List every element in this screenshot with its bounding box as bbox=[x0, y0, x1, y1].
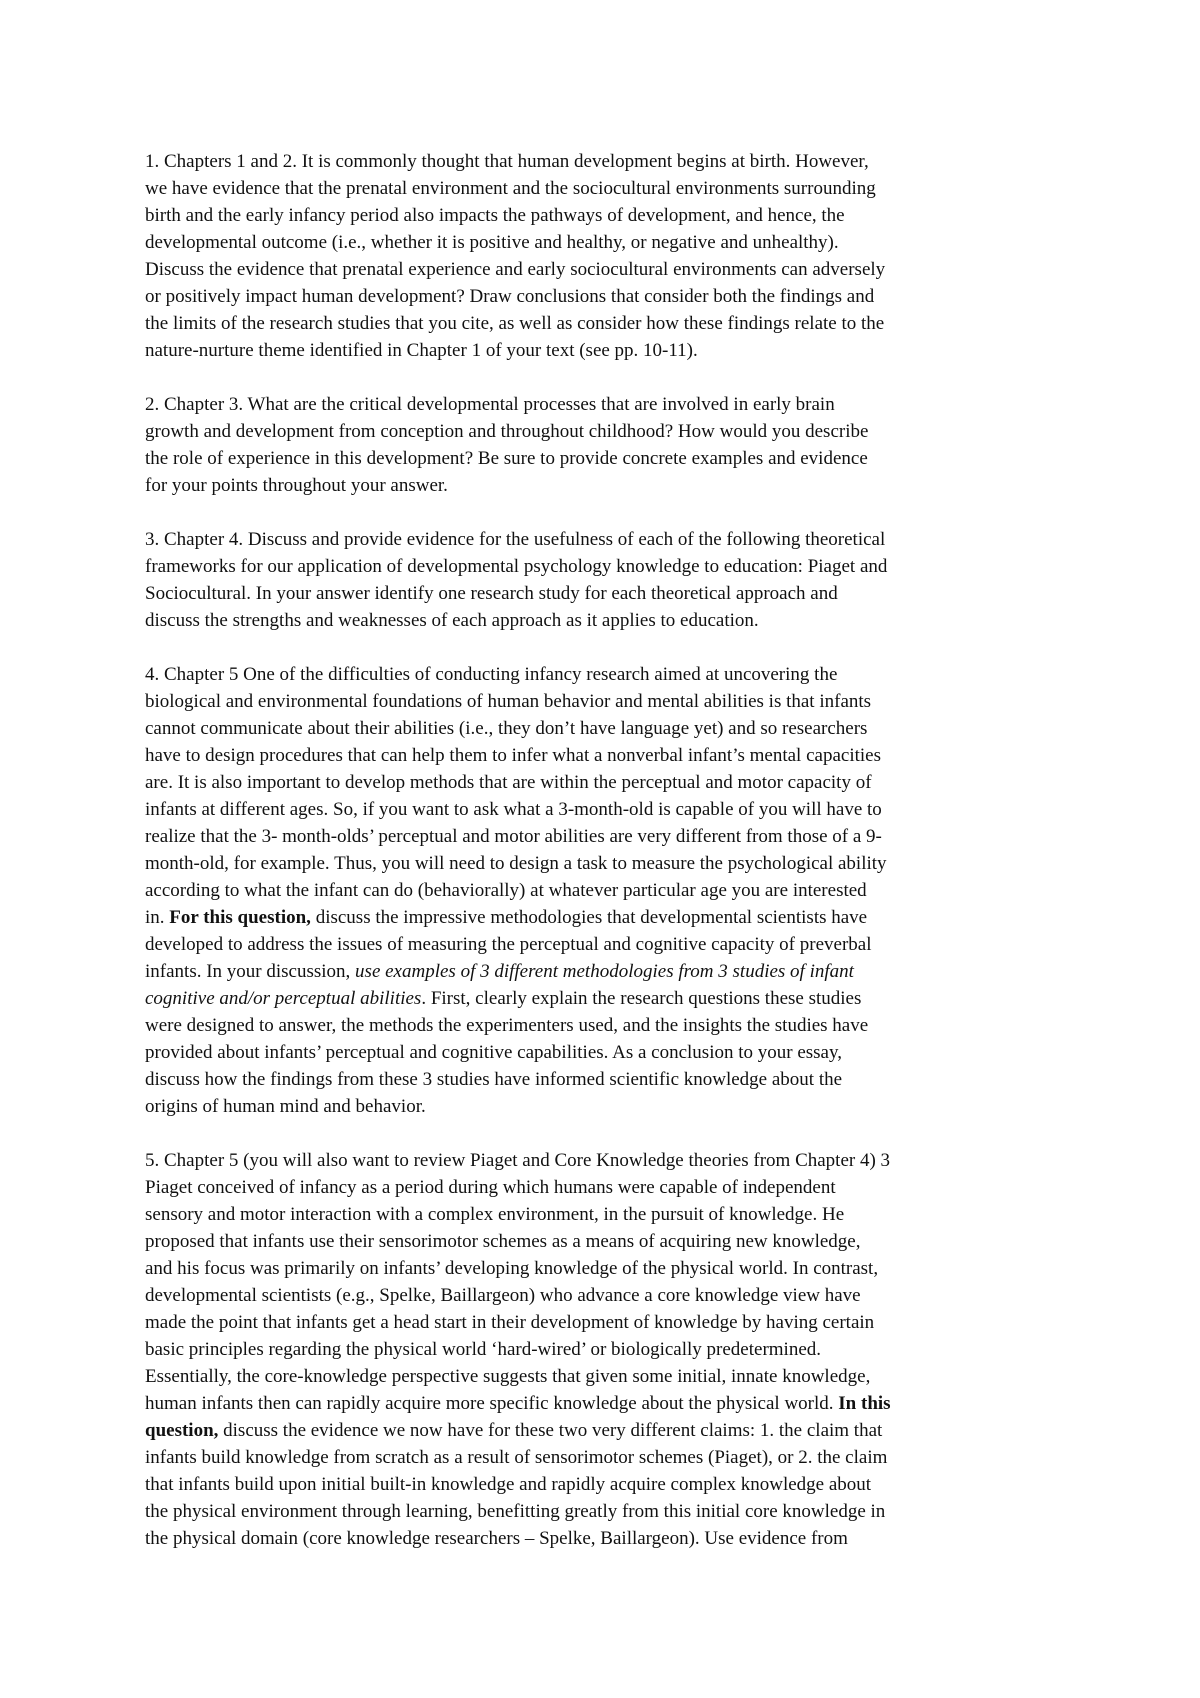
text-line bbox=[145, 742, 1065, 769]
text-run: Essentially, the core-knowledge perspective suggests that given some initial, innate knowledge, bbox=[145, 1366, 871, 1387]
text-run: we have evidence that the prenatal environment and the sociocultural environments surrounding bbox=[145, 178, 876, 199]
text-run: developmental outcome (i.e., whether it is positive and healthy, or negative and unhealthy). bbox=[145, 232, 839, 253]
text-line bbox=[145, 1525, 1065, 1552]
text-run: 3. Chapter 4. Discuss and provide evidence for the usefulness of each of the following theoretical bbox=[145, 529, 886, 550]
text-line bbox=[145, 1444, 1065, 1471]
bold-text-run: For this question, bbox=[169, 907, 311, 928]
text-line bbox=[145, 1471, 1065, 1498]
text-run: discuss how the findings from these 3 studies have informed scientific knowledge about the bbox=[145, 1069, 843, 1090]
text-line bbox=[145, 526, 1065, 553]
text-line bbox=[145, 1390, 1065, 1417]
text-line bbox=[145, 904, 1065, 931]
text-run: the physical environment through learning, benefitting greatly from this initial core knowledge in bbox=[145, 1501, 886, 1522]
text-run: 2. Chapter 3. What are the critical developmental processes that are involved in early brain bbox=[145, 394, 835, 415]
text-run: are. It is also important to develop methods that are within the perceptual and motor capacity of bbox=[145, 772, 872, 793]
italic-text-run: cognitive and/or perceptual abilities bbox=[145, 988, 422, 1009]
text-line bbox=[145, 553, 1065, 580]
text-line bbox=[145, 1093, 1065, 1120]
text-line bbox=[145, 1201, 1065, 1228]
text-run: the limits of the research studies that you cite, as well as consider how these findings relate to the bbox=[145, 313, 885, 334]
text-line bbox=[145, 850, 1065, 877]
text-line bbox=[145, 688, 1065, 715]
question-paragraph-5 bbox=[145, 1147, 1065, 1552]
italic-text-run: use examples of 3 different methodologies from 3 studies of infant bbox=[355, 961, 854, 982]
text-run: human infants then can rapidly acquire more specific knowledge about the physical world. bbox=[145, 1393, 839, 1414]
text-run: infants build knowledge from scratch as a result of sensorimotor schemes (Piaget), or 2. the claim bbox=[145, 1447, 888, 1468]
text-line bbox=[145, 1174, 1065, 1201]
text-run: Sociocultural. In your answer identify one research study for each theoretical approach and bbox=[145, 583, 838, 604]
text-line bbox=[145, 1066, 1065, 1093]
text-run: for your points throughout your answer. bbox=[145, 475, 448, 496]
text-line bbox=[145, 148, 1065, 175]
question-paragraph-2 bbox=[145, 391, 1065, 499]
text-line bbox=[145, 796, 1065, 823]
text-run: proposed that infants use their sensorimotor schemes as a means of acquiring new knowledge, bbox=[145, 1231, 861, 1252]
text-run: discuss the strengths and weaknesses of each approach as it applies to education. bbox=[145, 610, 759, 631]
question-paragraph-1 bbox=[145, 148, 1065, 364]
text-line bbox=[145, 1255, 1065, 1282]
text-line bbox=[145, 1282, 1065, 1309]
text-line bbox=[145, 229, 1065, 256]
text-line bbox=[145, 1228, 1065, 1255]
text-run: growth and development from conception and throughout childhood? How would you describe bbox=[145, 421, 869, 442]
document-body bbox=[145, 148, 1065, 1579]
text-line bbox=[145, 1147, 1065, 1174]
text-run: that infants build upon initial built-in knowledge and rapidly acquire complex knowledge about bbox=[145, 1474, 872, 1495]
text-run: biological and environmental foundations of human behavior and mental abilities is that infants bbox=[145, 691, 872, 712]
text-run: infants at different ages. So, if you want to ask what a 3-month-old is capable of you will have to bbox=[145, 799, 882, 820]
text-run: the physical domain (core knowledge researchers – Spelke, Baillargeon). Use evidence from bbox=[145, 1528, 848, 1549]
text-line bbox=[145, 1309, 1065, 1336]
text-run: Piaget conceived of infancy as a period during which humans were capable of independent bbox=[145, 1177, 836, 1198]
text-line bbox=[145, 769, 1065, 796]
text-line bbox=[145, 1012, 1065, 1039]
bold-text-run: question, bbox=[145, 1420, 219, 1441]
bold-text-run: In this bbox=[838, 1393, 891, 1414]
text-line bbox=[145, 985, 1065, 1012]
text-line bbox=[145, 1039, 1065, 1066]
text-run: the role of experience in this development? Be sure to provide concrete examples and evidence bbox=[145, 448, 868, 469]
text-line bbox=[145, 391, 1065, 418]
text-line bbox=[145, 715, 1065, 742]
text-line bbox=[145, 958, 1065, 985]
text-line bbox=[145, 202, 1065, 229]
text-run: cannot communicate about their abilities (i.e., they don’t have language yet) and so researchers bbox=[145, 718, 868, 739]
text-line bbox=[145, 1363, 1065, 1390]
text-run: infants. In your discussion, bbox=[145, 961, 356, 982]
text-line bbox=[145, 661, 1065, 688]
text-run: . First, clearly explain the research questions these studies bbox=[421, 988, 862, 1009]
text-run: month-old, for example. Thus, you will need to design a task to measure the psychological ability bbox=[145, 853, 887, 874]
text-line bbox=[145, 1498, 1065, 1525]
text-run: frameworks for our application of developmental psychology knowledge to education: Piaget and bbox=[145, 556, 888, 577]
text-line bbox=[145, 1336, 1065, 1363]
text-run: birth and the early infancy period also impacts the pathways of development, and hence, the bbox=[145, 205, 845, 226]
text-line bbox=[145, 310, 1065, 337]
text-line bbox=[145, 418, 1065, 445]
text-run: sensory and motor interaction with a complex environment, in the pursuit of knowledge. He bbox=[145, 1204, 845, 1225]
text-line bbox=[145, 877, 1065, 904]
text-line bbox=[145, 607, 1065, 634]
text-line bbox=[145, 337, 1065, 364]
text-run: made the point that infants get a head start in their development of knowledge by having certain bbox=[145, 1312, 875, 1333]
text-line bbox=[145, 472, 1065, 499]
text-run: Discuss the evidence that prenatal experience and early sociocultural environments can adversely bbox=[145, 259, 886, 280]
text-line bbox=[145, 256, 1065, 283]
text-run: 5. Chapter 5 (you will also want to review Piaget and Core Knowledge theories from Chapter 4) 3 bbox=[145, 1150, 891, 1171]
text-line bbox=[145, 175, 1065, 202]
text-run: basic principles regarding the physical world ‘hard-wired’ or biologically predetermined. bbox=[145, 1339, 822, 1360]
text-run: discuss the evidence we now have for these two very different claims: 1. the claim that bbox=[218, 1420, 883, 1441]
text-line bbox=[145, 1417, 1065, 1444]
text-run: and his focus was primarily on infants’ developing knowledge of the physical world. In contrast, bbox=[145, 1258, 879, 1279]
text-run: developmental scientists (e.g., Spelke, Baillargeon) who advance a core knowledge view have bbox=[145, 1285, 861, 1306]
text-run: 1. Chapters 1 and 2. It is commonly thought that human development begins at birth. However, bbox=[145, 151, 869, 172]
text-run: realize that the 3- month-olds’ perceptual and motor abilities are very different from those of a 9- bbox=[145, 826, 882, 847]
text-run: 4. Chapter 5 One of the difficulties of conducting infancy research aimed at uncovering the bbox=[145, 664, 838, 685]
question-paragraph-3 bbox=[145, 526, 1065, 634]
text-line bbox=[145, 580, 1065, 607]
text-line bbox=[145, 931, 1065, 958]
text-line bbox=[145, 823, 1065, 850]
text-run: were designed to answer, the methods the experimenters used, and the insights the studies have bbox=[145, 1015, 869, 1036]
text-run: according to what the infant can do (behaviorally) at whatever particular age you are interested bbox=[145, 880, 867, 901]
text-line bbox=[145, 445, 1065, 472]
text-run: provided about infants’ perceptual and cognitive capabilities. As a conclusion to your essay, bbox=[145, 1042, 842, 1063]
question-paragraph-4 bbox=[145, 661, 1065, 1120]
text-run: origins of human mind and behavior. bbox=[145, 1096, 426, 1117]
text-run: in. bbox=[145, 907, 170, 928]
text-run: have to design procedures that can help them to infer what a nonverbal infant’s mental capacities bbox=[145, 745, 881, 766]
text-run: discuss the impressive methodologies that developmental scientists have bbox=[310, 907, 868, 928]
text-run: or positively impact human development? Draw conclusions that consider both the findings and bbox=[145, 286, 875, 307]
text-run: developed to address the issues of measuring the perceptual and cognitive capacity of preverbal bbox=[145, 934, 872, 955]
text-line bbox=[145, 283, 1065, 310]
text-run: nature-nurture theme identified in Chapter 1 of your text (see pp. 10-11). bbox=[145, 340, 698, 361]
